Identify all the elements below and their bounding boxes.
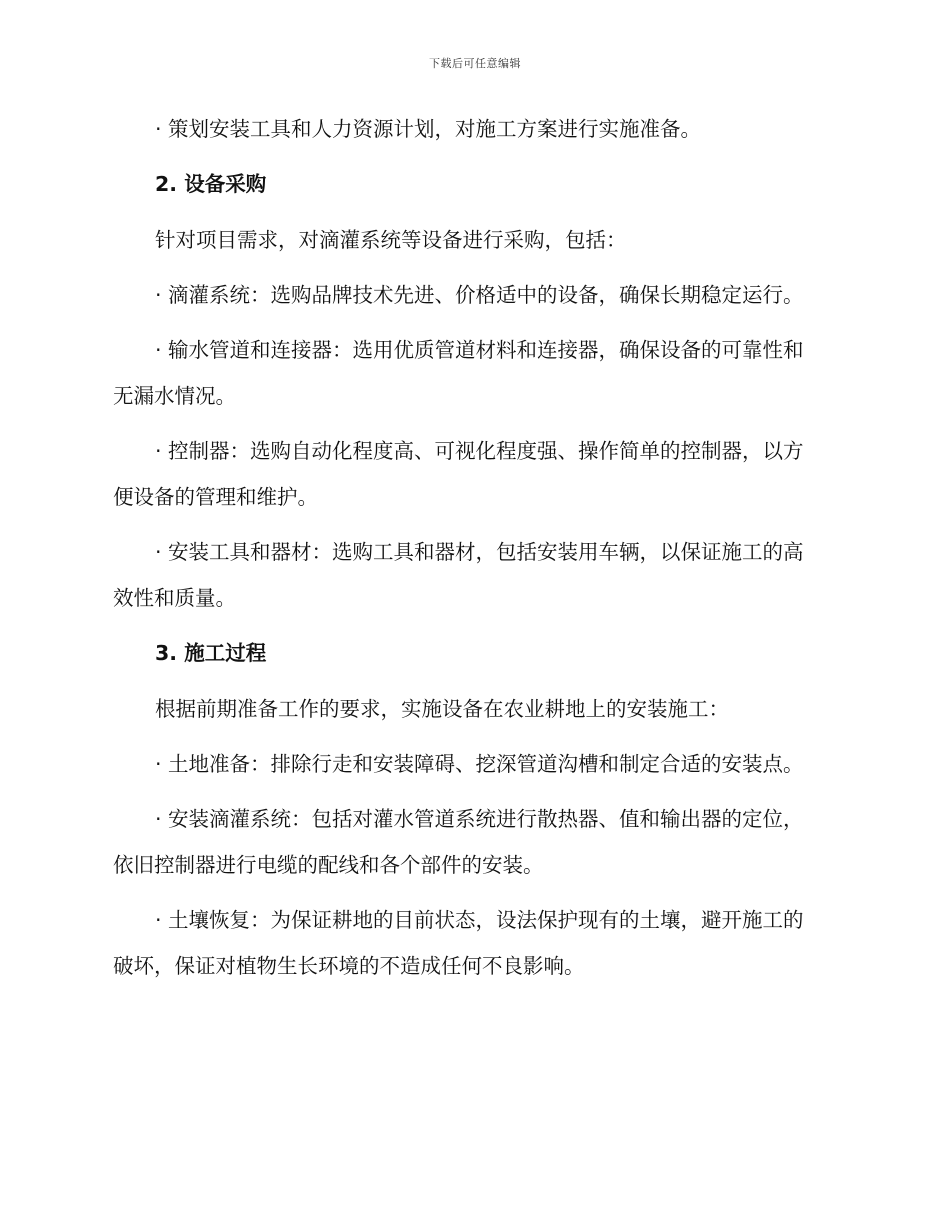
bullet-controller: · 控制器：选购自动化程度高、可视化程度强、操作简单的控制器，以方便设备的管理和维护。 (113, 439, 804, 509)
paragraph-construction-intro: 根据前期准备工作的要求，实施设备在农业耕地上的安装施工： (155, 697, 729, 721)
paragraph-planning-prep: · 策划安装工具和人力资源计划，对施工方案进行实施准备。 (155, 117, 702, 141)
bullet-drip-system: · 滴灌系统：选购品牌技术先进、价格适中的设备，确保长期稳定运行。 (155, 283, 804, 307)
bullet-tools-equipment: · 安装工具和器材：选购工具和器材，包括安装用车辆，以保证施工的高效性和质量。 (113, 540, 804, 610)
bullet-install-drip-system: · 安装滴灌系统：包括对灌水管道系统进行散热器、值和输出器的定位，依旧控制器进行电缆的配线和各个部件的安装。 (113, 807, 804, 877)
bullet-soil-restoration: · 土壤恢复：为保证耕地的目前状态，设法保护现有的土壤，避开施工的破坏，保证对植物生长环境的不造成任何不良影响。 (113, 908, 804, 978)
section-heading-construction-process: 3. 施工过程 (155, 641, 267, 665)
section-heading-equipment-purchase: 2. 设备采购 (155, 172, 267, 196)
paragraph-purchase-intro: 针对项目需求，对滴灌系统等设备进行采购，包括： (155, 228, 627, 252)
bullet-land-preparation: · 土地准备：排除行走和安装障碍、挖深管道沟槽和制定合适的安装点。 (155, 752, 804, 776)
page-header-note: 下载后可任意编辑 (429, 57, 521, 70)
bullet-pipes-connectors: · 输水管道和连接器：选用优质管道材料和连接器，确保设备的可靠性和无漏水情况。 (113, 338, 804, 408)
document-body (113, 106, 823, 998)
